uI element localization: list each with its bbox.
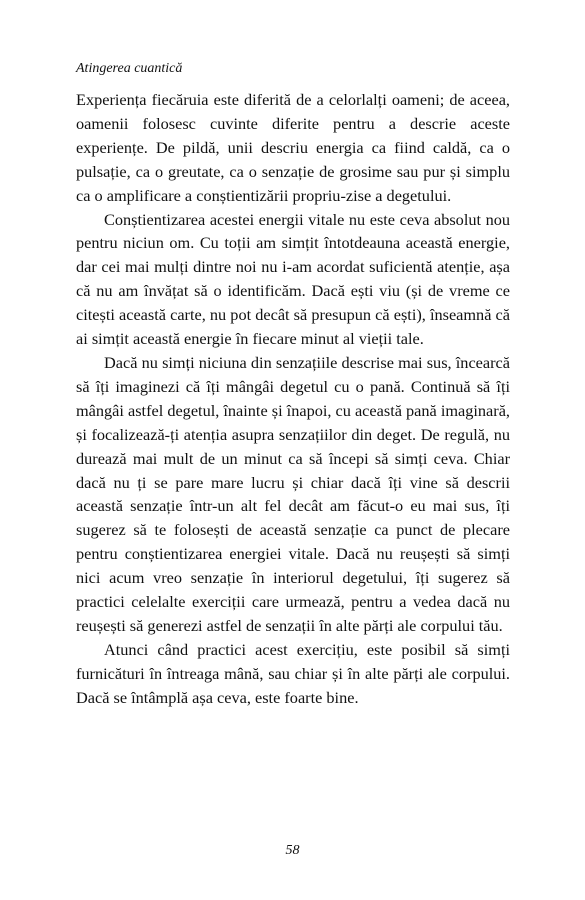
- paragraph: Dacă nu simți niciuna din senzațiile descrise mai sus, încearcă să îți imaginezi că îți mângâi degetul cu o pană. Continuă să îți mângâi astfel degetul, înainte și înapoi, cu această pană imaginară, și focalizează-ți atenția asupra senzațiilor din deget. De regulă, nu durează mai mult de un minut ca să începi să simți ceva. Chiar dacă nu ți se pare mare lucru și chiar dacă îți vine să descrii această senzație într-un alt fel decât am făcut-o eu mai sus, îți sugerez să te folosești de această senzație ca punct de plecare pentru conștientizarea energiei vitale. Dacă nu reușești să simți nici acum vreo senzație în interiorul degetului, îți sugerez să practici celelalte exerciții care urmează, pentru a vedea dacă nu reușești să generezi astfel de senzații în alte părți ale corpului tău.: [76, 352, 510, 635]
- paragraph: Experiența fiecăruia este diferită de a celorlalți oameni; de aceea, oamenii folosesc cuvinte diferite pentru a descrie aceste experiențe. De pildă, unii descriu energia ca fiind caldă, ca o pulsație, ca o greutate, ca o senzație de grosime sau pur și simplu ca o amplificare a conștientizării propriu-zise a degetului.: [76, 90, 510, 205]
- paragraph: Conștientizarea acestei energii vitale nu este ceva absolut nou pentru niciun om. Cu toții am simțit întotdeauna această energie, dar cei mai mulți dintre noi nu i-am acordat suficientă atenție, așa că nu am învățat să o identificăm. Dacă ești viu (și de vreme ce citești această carte, nu pot decât să presupun că ești), înseamnă că ai simțit această energie în fiecare minut al vieții tale.: [76, 209, 510, 349]
- running-header: Atingerea cuantică: [76, 61, 183, 76]
- page-number: 58: [285, 843, 300, 858]
- body-text: [76, 88, 510, 710]
- paragraph: Atunci când practici acest exercițiu, este posibil să simți furnicături în întreaga mână, sau chiar și în alte părți ale corpului. Dacă se întâmplă așa ceva, este foarte bine.: [76, 639, 510, 707]
